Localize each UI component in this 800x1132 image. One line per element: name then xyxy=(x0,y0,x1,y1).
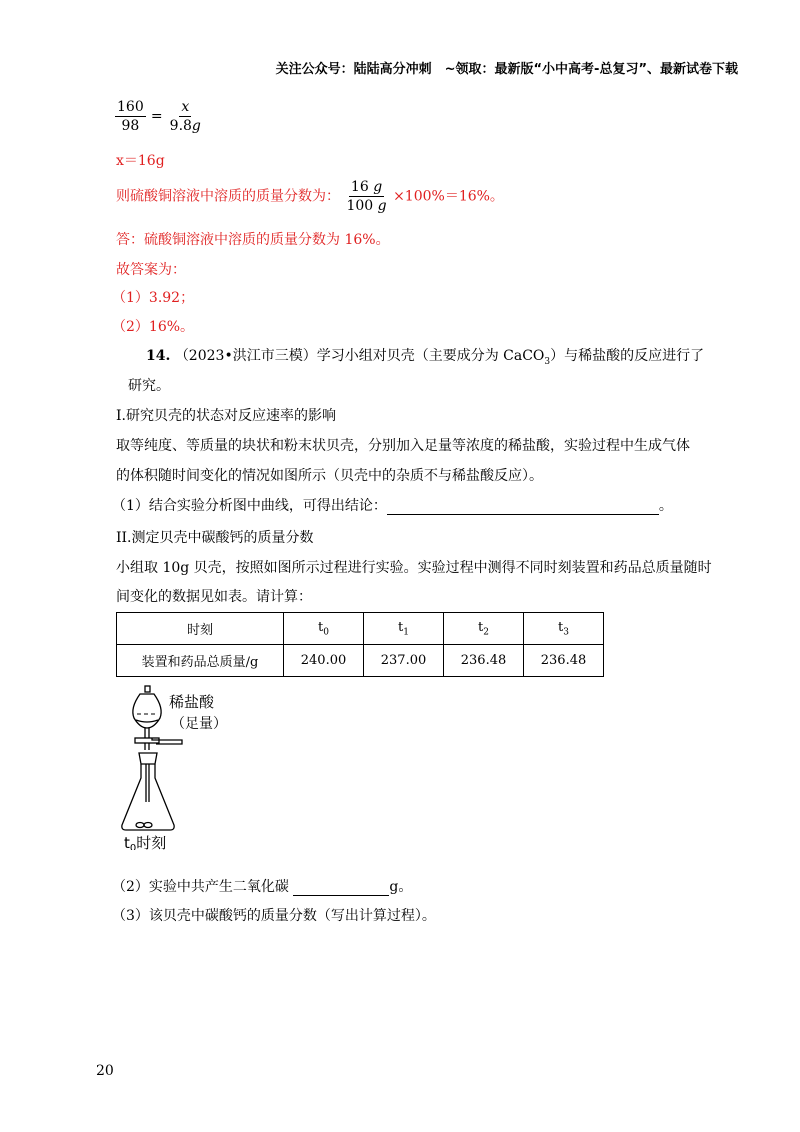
label-time: $t_0$时刻 xyxy=(124,834,167,850)
paragraph-4: 间变化的数据见如表。请计算： xyxy=(116,589,312,605)
section-2-heading: II.测定贝壳中碳酸钙的质量分数 xyxy=(116,530,314,546)
table-cell: 240.00 xyxy=(284,645,364,677)
table-header-cell: 装置和药品总质量/g xyxy=(117,645,284,677)
answer-blank-2[interactable] xyxy=(293,879,389,896)
paragraph-3: 小组取 10g 贝壳，按照如图所示过程进行实验。实验过程中测得不同时刻装置和药品总质量随时 xyxy=(116,560,712,576)
page-number: 20 xyxy=(96,1063,114,1079)
question-14-title: 14. （2023•洪江市三模）学习小组对贝壳（主要成分为 CaCO$_3$）与稀盐酸的反应进行了 xyxy=(146,348,705,367)
paragraph-1: 取等纯度、等质量的块状和粉末状贝壳，分别加入足量等浓度的稀盐酸，实验过程中生成气体 xyxy=(116,438,690,454)
proportion-equation: $\frac{160}{98}$ = $\frac{x}{9.8g}$ xyxy=(117,99,201,134)
table-cell: $t_0$ xyxy=(284,613,364,645)
mass-fraction-line: 则硫酸铜溶液中溶质的质量分数为： $\frac{16 g}{100 g}$ ×100%＝16%。 xyxy=(116,179,504,214)
answer-1: （1）3.92； xyxy=(112,290,195,306)
table-cell: 236.48 xyxy=(524,645,604,677)
answer-heading: 故答案为： xyxy=(116,262,186,278)
mass-time-table xyxy=(116,612,604,677)
answer-blank-1[interactable] xyxy=(387,498,659,515)
section-1-heading: I.研究贝壳的状态对反应速率的影响 xyxy=(116,408,336,424)
table-row xyxy=(117,613,604,645)
funnel-bulb xyxy=(133,694,161,728)
table-cell: 237.00 xyxy=(364,645,444,677)
table-cell: $t_1$ xyxy=(364,613,444,645)
answer-2: （2）16%。 xyxy=(112,319,195,335)
table-cell: $t_2$ xyxy=(444,613,524,645)
answer-line: 答：硫酸铜溶液中溶质的质量分数为 16%。 xyxy=(116,232,390,248)
table-row xyxy=(117,645,604,677)
table-cell: $t_3$ xyxy=(524,613,604,645)
paragraph-2: 的体积随时间变化的情况如图所示（贝壳中的杂质不与稀盐酸反应）。 xyxy=(116,468,543,484)
question-14-line2: 研究。 xyxy=(128,378,170,394)
question-1: （1）结合实验分析图中曲线，可得出结论： 。 xyxy=(112,498,673,514)
fraction-right: $\frac{x}{9.8g}$ xyxy=(169,99,201,134)
rubber-stopper xyxy=(139,753,157,764)
table-header-cell: 时刻 xyxy=(117,613,284,645)
shell-sample xyxy=(136,823,144,828)
label-amount: （足量） xyxy=(171,716,227,732)
table-cell: 236.48 xyxy=(444,645,524,677)
question-3: （3）该贝壳中碳酸钙的质量分数（写出计算过程）。 xyxy=(112,908,436,924)
conical-flask xyxy=(122,764,174,830)
page-header: 关注公众号：陆陆高分冲刺 ~领取：最新版“小中高考-总复习”、最新试卷下载 xyxy=(275,62,738,77)
fraction-left: $\frac{160}{98}$ xyxy=(117,99,144,134)
apparatus-figure xyxy=(116,680,256,850)
x-result: x＝16g xyxy=(116,153,165,169)
flask-apparatus-illustration xyxy=(116,680,256,850)
label-acid: 稀盐酸 xyxy=(169,693,215,711)
question-2: （2）实验中共产生二氧化碳 g。 xyxy=(112,879,413,895)
fraction-mass: $\frac{16 g}{100 g}$ xyxy=(346,179,387,214)
funnel-stopper xyxy=(145,686,150,692)
